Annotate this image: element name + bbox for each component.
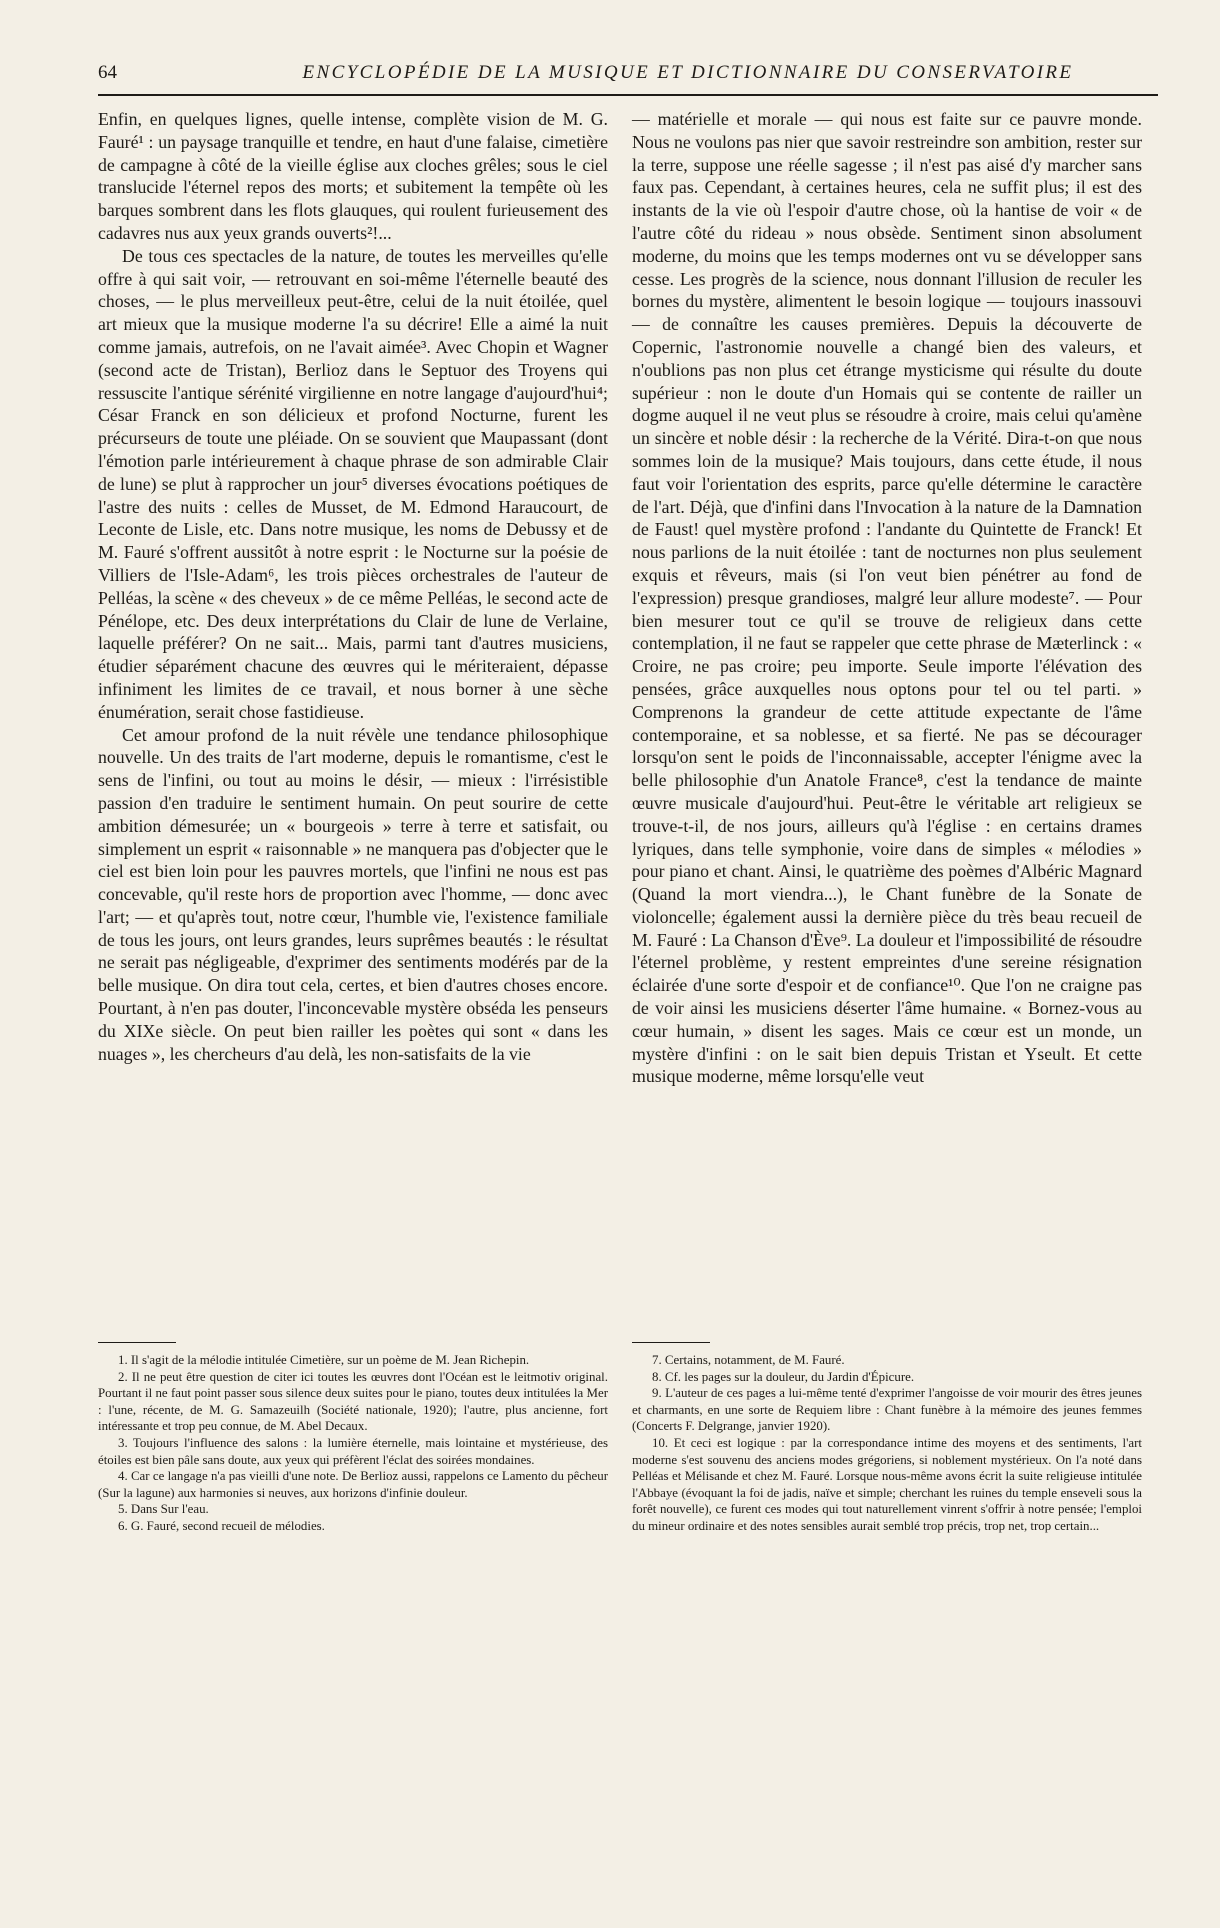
page-number: 64 xyxy=(98,62,117,83)
left-column xyxy=(98,108,608,1065)
paragraph: Enfin, en quelques lignes, quelle intense, complète vision de M. G. Fauré¹ : un paysage tranquille et tendre, en haut d'une falaise, cimetière de campagne à côté de la vieille église aux cloches grêles; sous le ciel translucide l'éternel repos des morts; et subitement la tempête où les barques sombrent dans les flots glauques, qui roulent furieusement des cadavres nus aux yeux grands ouverts²!... xyxy=(98,109,608,243)
footnotes-right xyxy=(632,1352,1142,1535)
footnote-rule xyxy=(98,1342,176,1343)
running-title: ENCYCLOPÉDIE DE LA MUSIQUE ET DICTIONNAIRE DU CONSERVATOIRE xyxy=(302,62,1074,83)
footnote: 1. Il s'agit de la mélodie intitulée Cimetière, sur un poème de M. Jean Richepin. xyxy=(118,1353,530,1367)
footnote: 10. Et ceci est logique : par la correspondance intime des moyens et des sentiments, l'art moderne s'est souvenu des anciens modes grégoriens, si noblement mystérieux. On l'a noté dans Pelléas et Mélisande et chez M. Fauré. Lorsque nous-même avons écrit la suite religieuse intitulée l'Abbaye (évoquant la foi de jadis, naïve et simple; cherchant les ruines du temple enseveli sous la forêt nouvelle), ce furent ces modes qui tout naturellement vinrent s'offrir à notre pensée; l'emploi du mineur ordinaire et des notes sensibles aurait semblé trop précis, trop net, trop certain... xyxy=(632,1435,1142,1533)
paragraph: — matérielle et morale — qui nous est faite sur ce pauvre monde. Nous ne voulons pas nier que savoir restreindre son ambition, rester sur la terre, suppose une réelle sagesse ; il n'est pas aisé d'y marcher sans faux pas. Cependant, à certaines heures, cela ne suffit plus; il est des instants de la vie où l'espoir d'autre chose, où la hantise de voir « de l'autre côté du rideau » nous obsède. Sentiment sinon absolument moderne, du moins que les temps modernes ont vu se développer sans cesse. Les progrès de la science, nous donnant l'illusion de reculer les bornes du mystère, alimentent le besoin logique — toujours inassouvi — de connaître les causes premières. Depuis la découverte de Copernic, l'astronomie nouvelle a changé bien des valeurs, et n'oublions pas non plus cet étrange mysticisme qui résulte du doute supérieur : non le doute d'un Homais qui se contente de railler un dogme auquel il ne veut plus se résoudre à croire, mais celui qu'amène un sincère et noble désir : la recherche de la Vérité. Dira-t-on que nous sommes loin de la musique? Mais toujours, dans cette étude, il nous faut voir l'orientation des esprits, parce qu'elle détermine le caractère de l'art. Déjà, que d'infini dans l'Invocation à la nature de la Damnation de Faust! quel mystère profond : l'andante du Quintette de Franck! Et nous parlions de la nuit étoilée : tant de nocturnes non plus seulement exquis et rêveurs, mais (si l'on veut bien pénétrer au fond de l'expression) presque grandioses, malgré leur allure modeste⁷. — Pour bien mesurer tout ce qu'il se trouve de religieux dans cette contemplation, il ne faut se rappeler que cette phrase de Mæterlinck : « Croire, ne pas croire; peu importe. Seule importe l'élévation des pensées, grâce auxquelles nous optons pour tel ou tel parti. » Comprenons la grandeur de cette attitude expectante de l'âme contemporaine, et sa noblesse, et sa fierté. Ne pas se décourager lorsqu'on sent le poids de l'inconnaissable, accepter l'énigme avec la belle philosophie d'un Anatole France⁸, c'est la tendance de mainte œuvre musicale d'aujourd'hui. Peut-être le véritable art religieux se trouve-t-il, de nos jours, ailleurs qu'à l'église : en certains drames lyriques, dans telle symphonie, voire dans de simples « mélodies » pour piano et chant. Ainsi, le quatrième des poèmes d'Albéric Magnard (Quand la mort viendra...), le Chant funèbre de la Sonate de violoncelle; également aussi la dernière pièce du très beau recueil de M. Fauré : La Chanson d'Ève⁹. La douleur et l'impossibilité de résoudre l'éternel problème, y restent empreintes d'une sereine résignation éclairée d'une sorte d'espoir et de confiance¹⁰. Que l'on ne craigne pas de voir ainsi les musiciens déserter l'âme humaine. « Bornez-vous au cœur humain, » disent les sages. Mais ce cœur est un monde, un mystère d'infini : on le sait bien depuis Tristan et Yseult. Et cette musique moderne, même lorsqu'elle veut xyxy=(632,109,1142,1087)
footnote: 2. Il ne peut être question de citer ici toutes les œuvres dont l'Océan est le leitmotiv original. Pourtant il ne faut point passer sous silence deux suites pour le piano, toutes deux intitulées la Mer : l'une, récente, de M. G. Samazeuilh (Société nationale, 1920); l'autre, plus ancienne, fort intéressante et trop peu connue, de M. Abel Decaux. xyxy=(98,1369,608,1434)
footnotes-left xyxy=(98,1352,608,1535)
footnote-rule xyxy=(632,1342,710,1343)
right-column xyxy=(632,108,1142,1088)
footnote: 5. Dans Sur l'eau. xyxy=(118,1502,209,1517)
paragraph: Cet amour profond de la nuit révèle une tendance philosophique nouvelle. Un des traits de l'art moderne, depuis le romantisme, c'est le sens de l'infini, ou tout au moins le désir, — mieux : l'irrésistible passion d'en traduire le sentiment humain. On peut sourire de cette ambition démesurée; un « bourgeois » terre à terre et satisfait, ou simplement un esprit « raisonnable » ne manquera pas d'objecter que le ciel est bien loin pour les pauvres mortels, que l'infini ne nous est pas concevable, qu'il reste hors de proportion avec l'homme, — donc avec l'art; — et qu'après tout, notre cœur, l'humble vie, l'existence familiale de tous les jours, ont leurs grandes, leurs suprêmes beautés : le résultat ne serait pas négligeable, d'exprimer des sentiments modérés par de la belle musique. On dira tout cela, certes, et bien d'autres choses encore. Pourtant, à n'en pas douter, l'inconcevable mystère obséda les penseurs du XIXe siècle. On peut bien railler les poètes qui sont « dans les nuages », les chercheurs d'au delà, les non-satisfaits de la vie xyxy=(98,724,608,1064)
footnote: 4. Car ce langage n'a pas vieilli d'une note. De Berlioz aussi, rappelons ce Lamento du pêcheur (Sur la lagune) aux harmonies si neuves, aux horizons d'infinie douleur. xyxy=(98,1469,608,1500)
footnote: 6. G. Fauré, second recueil de mélodies. xyxy=(118,1518,325,1533)
running-header xyxy=(98,62,1158,92)
footnote: 7. Certains, notamment, de M. Fauré. xyxy=(652,1353,845,1367)
footnote: 3. Toujours l'influence des salons : la lumière éternelle, mais lointaine et mystérieuse, des étoiles est bien pâle sans doute, aux yeux qui préfèrent l'éclat des soirées mondaines. xyxy=(98,1435,608,1467)
paragraph: De tous ces spectacles de la nature, de toutes les merveilles qu'elle offre à qui sait voir, — retrouvant en soi-même l'éternelle beauté des choses, — le plus merveilleux peut-être, celui de la nuit étoilée, quel art mieux que la musique moderne l'a su décrire! Elle a aimé la nuit comme jamais, autrefois, on ne l'avait aimée³. Avec Chopin et Wagner (second acte de Tristan), Berlioz dans le Septuor des Troyens qui ressuscite l'antique sérénité virgilienne en notre langage d'aujourd'hui⁴; César Franck en son délicieux et profond Nocturne, furent les précurseurs de toute une pléiade. On se souvient que Maupassant (dont l'émotion parle intérieurement à chaque phrase de son admirable Clair de lune) se plut à rapprocher un jour⁵ diverses évocations poétiques de l'astre des nuits : celles de Musset, de M. Edmond Haraucourt, de Leconte de Lisle, etc. Dans notre musique, les noms de Debussy et de M. Fauré s'offrent aussitôt à notre esprit : le Nocturne sur la poésie de Villiers de l'Isle-Adam⁶, les trois pièces orchestrales de l'auteur de Pelléas, la scène « des cheveux » de ce même Pelléas, le second acte de Pénélope, etc. Des deux interprétations du Clair de lune de Verlaine, laquelle préférer? On ne sait... Mais, parmi tant d'autres musiciens, étudier séparément chacune des œuvres qui le mériteraient, dépasse infiniment les limites de ce travail, et nous borner à une sèche énumération, serait chose fastidieuse. xyxy=(98,245,608,722)
footnote: 8. Cf. les pages sur la douleur, du Jardin d'Épicure. xyxy=(652,1369,915,1384)
footnote: 9. L'auteur de ces pages a lui-même tenté d'exprimer l'angoisse de voir mourir des êtres jeunes et charmants, en une sorte de Requiem libre : Chant funèbre à la mémoire des jeunes femmes (Concerts F. Delgrange, janvier 1920). xyxy=(632,1386,1142,1434)
header-rule xyxy=(98,94,1158,96)
